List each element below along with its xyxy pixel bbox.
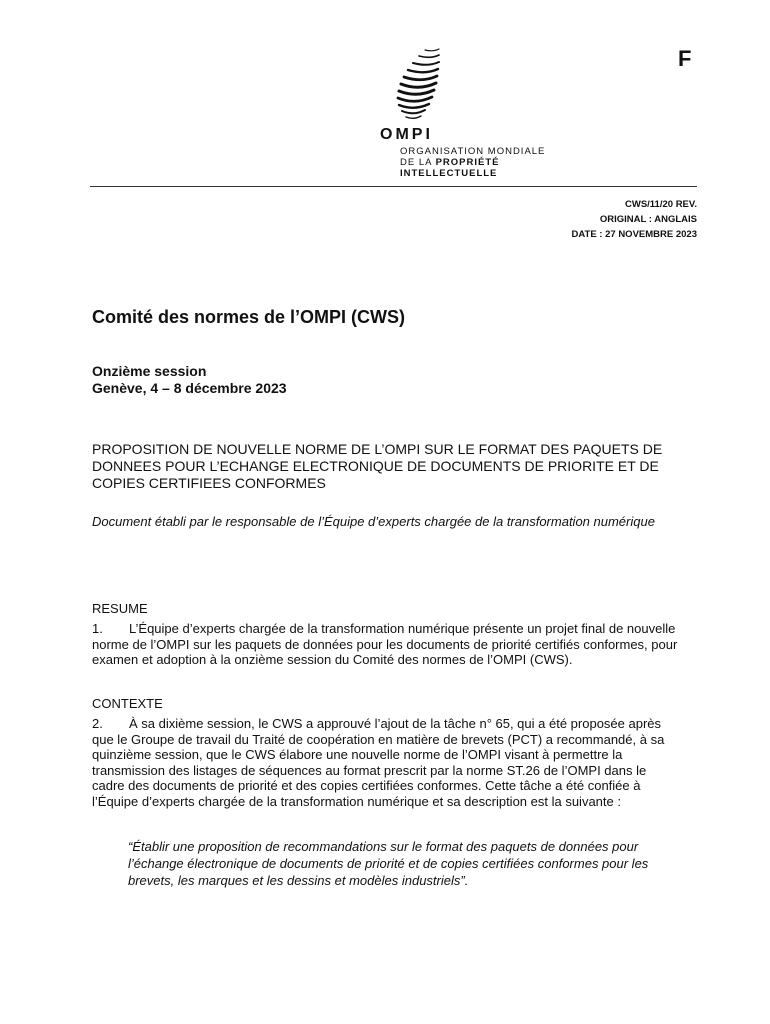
paragraph-2 [92,716,682,809]
document-metadata [572,197,697,242]
doc-number: CWS/11/20 REV. [625,199,697,210]
prepared-by-note: Document établi par le responsable de l’Équipe d’experts chargée de la transformation numérique [92,514,655,529]
task-description-quote: “Établir une proposition de recommandations sur le format des paquets de données pour l’échange électronique de documents de priorité et de copies certifiées conformes pour les brevets, les marques et les dessins et modèles industriels”. [128,839,649,888]
proposal-title: PROPOSITION DE NOUVELLE NORME DE L’OMPI SUR LE FORMAT DES PAQUETS DE DONNEES POUR L’ECHANGE ELECTRONIQUE DE DOCUMENTS DE PRIORITE ET DE COPIES CERTIFIEES CONFORMES [92,441,663,491]
paragraph-2-number: 2. [92,716,103,731]
org-name-line1: ORGANISATION MONDIALE [400,146,546,157]
language-letter: F [678,46,692,71]
context-heading: CONTEXTE [92,696,163,711]
committee-title: Comité des normes de l’OMPI (CWS) [92,307,406,327]
resume-heading: RESUME [92,601,148,616]
org-name-line2-prefix: DE LA [400,157,436,168]
paragraph-1-number: 1. [92,621,103,636]
header-divider [90,186,697,187]
paragraph-1-text: L’Équipe d’experts chargée de la transformation numérique présente un projet final de nouvelle norme de l’OMPI sur les paquets de données pour les documents de priorité certifiés conformes, pour examen et adoption à la onzième session du Comité des normes de l’OMPI (CWS). [92,621,678,667]
session-name: Onzième session [92,363,207,379]
doc-date: DATE : 27 NOVEMBRE 2023 [571,229,697,240]
org-name-line2-bold: PROPRIÉTÉ [435,157,500,168]
session-info [92,363,287,397]
ompi-logo [380,46,550,179]
org-name-line2 [400,157,499,168]
original-language: ORIGINAL : ANGLAIS [599,214,697,225]
org-name-line3: INTELLECTUELLE [400,168,498,179]
session-place-date: Genève, 4 – 8 décembre 2023 [92,380,287,396]
org-abbreviation: OMPI [380,126,433,143]
paragraph-2-text: À sa dixième session, le CWS a approuvé l’ajout de la tâche n° 65, qui a été proposée après que le Groupe de travail du Traité de coopération en matière de brevets (PCT) a recommandé, à sa quinzième session, que le CWS élabore une nouvelle norme de l’OMPI visant à permettre la transmission des listages de séquences au format prescrit par la norme ST.26 de l’OMPI dans le cadre des documents de priorité et des copies certifiées conformes. Cette tâche a été confiée à l’Équipe d’experts chargée de la transformation numérique et sa description est la suivante : [92,716,665,809]
wipo-emblem-icon [395,46,440,124]
paragraph-1 [92,621,682,668]
